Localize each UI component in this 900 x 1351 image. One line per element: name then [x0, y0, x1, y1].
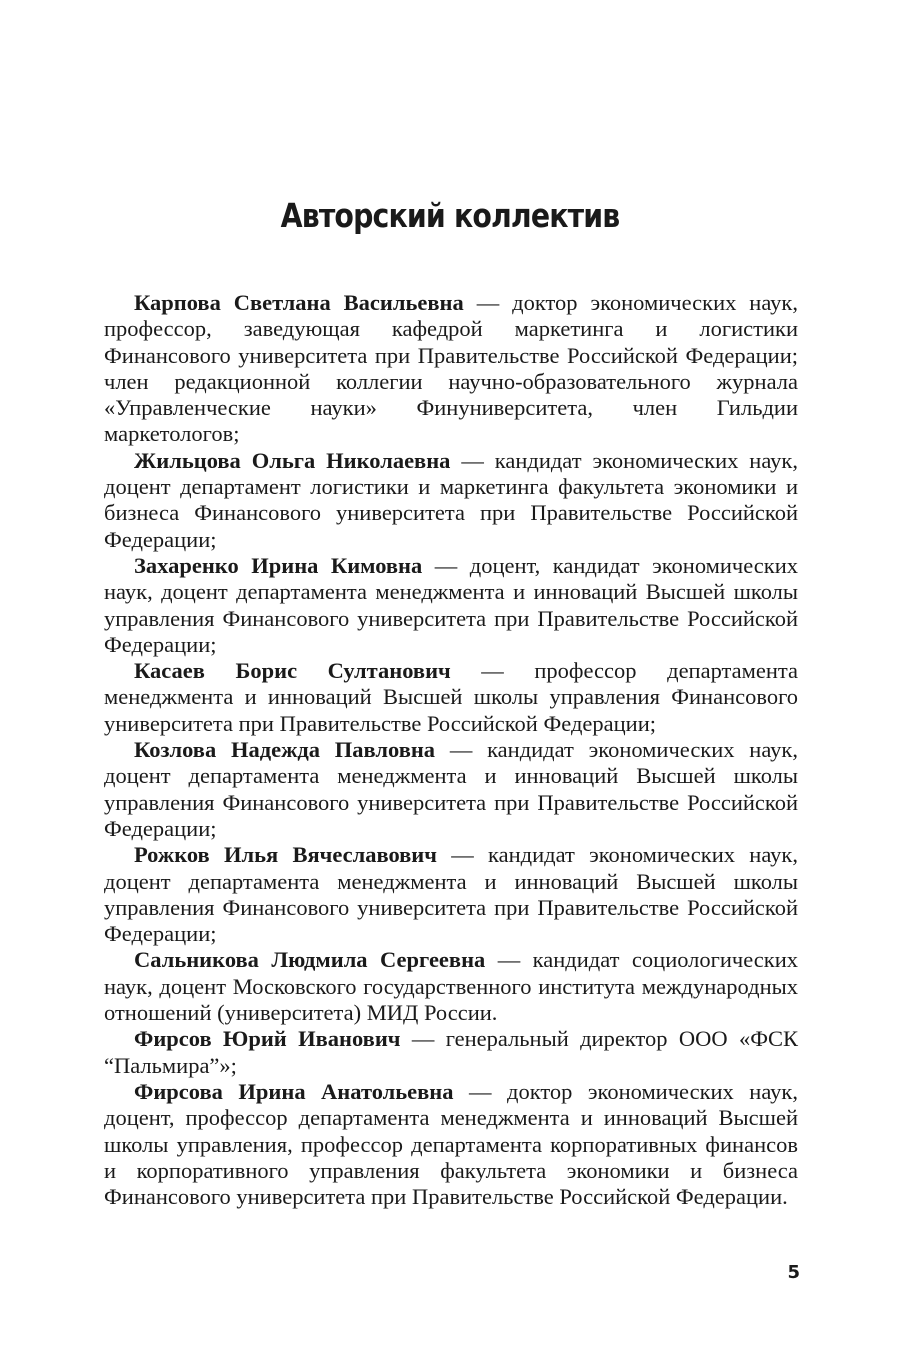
author-name: Рожков Илья Вячеславович: [134, 842, 437, 868]
author-list: [104, 290, 798, 1210]
author-entry: [104, 947, 798, 1026]
author-entry: [104, 1026, 798, 1079]
author-name: Захаренко Ирина Кимовна: [134, 552, 423, 578]
author-description: — доцент, кандидат экономических наук, доцент департамента менеджмента и инноваций Высшей школы управления Финансового университета при Правительстве Российской Федерации;: [104, 552, 798, 657]
author-entry: [104, 1079, 798, 1210]
author-name: Карпова Светлана Васильевна: [134, 290, 464, 315]
author-description: — кандидат экономических наук, доцент департамента менеджмента и инноваций Высшей школы управления Финансового университета при Правительстве Российской Федерации;: [104, 737, 798, 841]
author-entry: [104, 658, 798, 737]
author-name: Фирсова Ирина Анатольевна: [134, 1078, 454, 1104]
author-name: Жильцова Ольга Николаевна: [134, 447, 451, 473]
author-description: — кандидат социологических наук, доцент Московского государственного института международных отношений (университета) МИД России.: [104, 947, 799, 1026]
author-entry: [104, 842, 798, 947]
author-entry: [104, 290, 798, 448]
author-entry: [104, 737, 798, 842]
author-description: — доктор экономических наук, профессор, заведующая кафедрой маркетинга и логистики Финансового университета при Правительстве Российской Федерации; член редакционной коллегии научно-образовательного журнала «Управленческие науки» Финуниверситета, член Гильдии маркетологов;: [104, 290, 798, 447]
author-description: — доктор экономических наук, доцент, профессор департамента менеджмента и инноваций Высшей школы управления, профессор департамента корпоративных финансов и корпоративного управления факультета экономики и бизнеса Финансового университета при Правительстве Российской Федерации.: [104, 1078, 798, 1210]
author-name: Фирсов Юрий Иванович: [134, 1026, 401, 1052]
author-name: Касаев Борис Султанович: [134, 658, 451, 684]
author-name: Козлова Надежда Павловна: [134, 737, 436, 763]
author-description: — кандидат экономических наук, доцент департамент логистики и маркетинга факультета экономики и бизнеса Финансового университета при Правительстве Российской Федерации;: [104, 447, 798, 552]
page-number: 5: [787, 1262, 800, 1283]
page-title: Авторский коллектив: [280, 196, 620, 235]
author-description: — профессор департамента менеджмента и инноваций Высшей школы управления Финансового университета при Правительстве Российской Федерации;: [104, 658, 798, 736]
author-description: — кандидат экономических наук, доцент департамента менеджмента и инноваций Высшей школы управления Финансового университета при Правительстве Российской Федерации;: [104, 842, 798, 947]
author-entry: [104, 448, 798, 553]
author-description: — генеральный директор ООО «ФСК “Пальмира”»;: [104, 1026, 798, 1078]
author-entry: [104, 553, 798, 658]
author-name: Сальникова Людмила Сергеевна: [134, 947, 486, 973]
